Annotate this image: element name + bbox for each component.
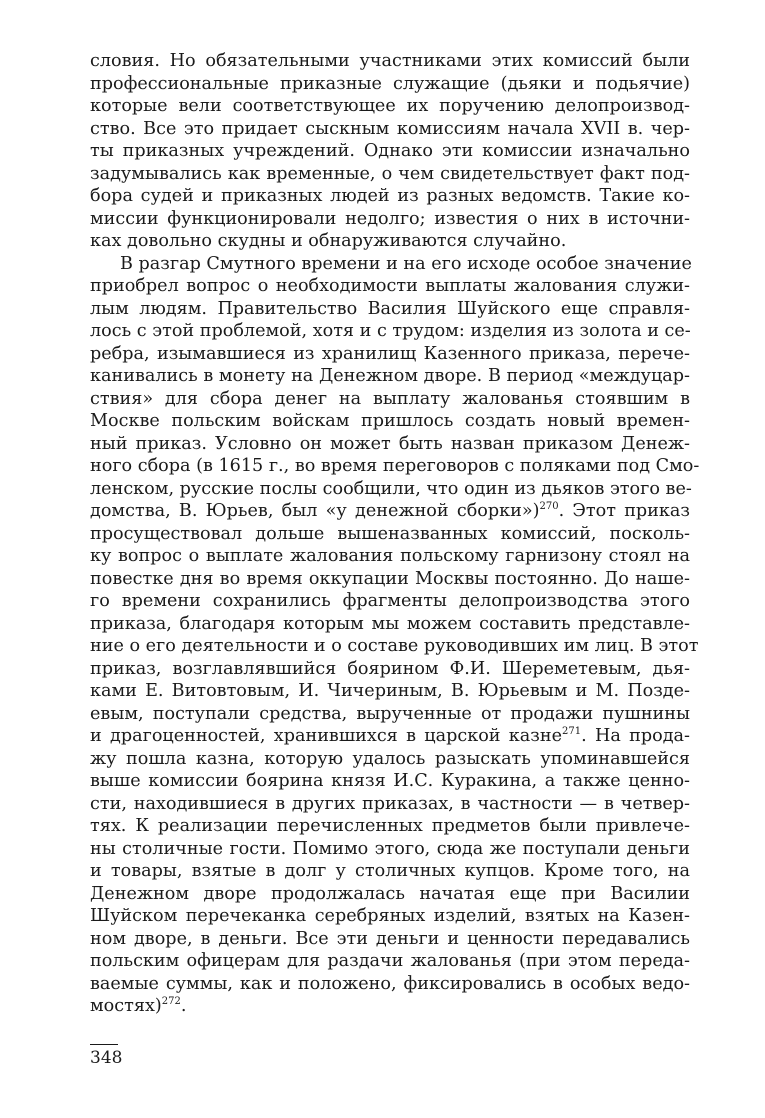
text-line: Москве польским войскам пришлось создать новый времен- [90, 411, 690, 431]
text-line: выше комиссии боярина князя И.С. Куракина, а также ценно- [90, 771, 690, 791]
text-line-with-footnote [90, 500, 690, 523]
text-line-with-footnote [90, 995, 690, 1018]
text-line: задумывались как временные, о чем свидетельствует факт под- [90, 163, 690, 184]
text-line: канивались в монету на Денежном дворе. В период «междуцар- [90, 366, 690, 386]
text-line: Шуйском перечеканка серебряных изделий, взятых на Казен- [90, 906, 690, 926]
page-number: 348 [90, 1048, 123, 1068]
text-line: повестке дня во время оккупации Москвы постоянно. До наше- [90, 568, 690, 589]
text-line: приказа, благодаря которым мы можем составить представле- [90, 613, 690, 634]
text-line: ного сбора (в 1615 г., во время переговоров с поляками под Смо- [90, 456, 700, 476]
text-line: сти, находившиеся в других приказах, в частности — в четвер- [90, 793, 690, 814]
text-segment: . Этот приказ [558, 501, 690, 521]
text-line: лось с этой проблемой, хотя и с трудом: изделия из золота и се- [90, 321, 691, 341]
footer-rule [90, 1044, 118, 1045]
text-line: ках довольно скудны и обнаруживаются случайно. [90, 231, 567, 251]
text-line: ном дворе, в деньги. Все эти деньги и ценности передавались [90, 928, 690, 949]
text-line: Денежном дворе продолжалась начатая еще при Василии [90, 883, 690, 904]
text-line: приказ, возглавлявшийся боярином Ф.И. Шереметевым, дья- [90, 658, 690, 679]
text-line: бора судей и приказных людей из разных ведомств. Такие ко- [90, 186, 690, 206]
text-segment: и драгоценностей, хранившихся в царской казне [90, 726, 563, 746]
text-line: ты приказных учреждений. Однако эти комиссии изначально [90, 141, 690, 161]
text-line: ками Е. Витовтовым, И. Чичериным, В. Юрьевым и М. Позде- [90, 681, 690, 701]
text-line: просуществовал дольше вышеназванных комиссий, посколь- [90, 523, 690, 544]
paragraph-1 [90, 50, 690, 253]
text-line: и товары, взятые в долг у столичных купцов. Кроме того, на [90, 861, 690, 881]
paragraph-2 [90, 253, 700, 1018]
text-segment: домства, В. Юрьев, был «у денежной сборки») [90, 501, 540, 521]
text-segment: мостях) [90, 996, 162, 1016]
text-line: евым, поступали средства, вырученные от продажи пушнины [90, 703, 690, 724]
text-line: польским офицерам для раздачи жалованья (при этом переда- [90, 951, 690, 971]
footnote-ref-272: 272 [161, 996, 181, 1008]
text-line: миссии функционировали недолго; известия о них в источни- [90, 208, 690, 229]
text-segment: . На прода- [581, 726, 690, 746]
text-line: лым людям. Правительство Василия Шуйского еще справля- [90, 298, 690, 319]
text-line: приобрел вопрос о необходимости выплаты жалования служи- [90, 276, 690, 296]
text-segment: . [180, 996, 187, 1016]
text-line: ние о его деятельности и о составе руководивших им лиц. В этот [90, 636, 699, 656]
text-line: ный приказ. Условно он может быть назван приказом Денеж- [90, 433, 690, 454]
text-line: словия. Но обязательными участниками этих комиссий были [90, 51, 690, 71]
text-line: ство. Все это придает сыскным комиссиям начала XVII в. чер- [90, 118, 690, 139]
text-line: ребра, изымавшиеся из хранилищ Казенного приказа, перече- [90, 343, 690, 364]
text-line: тях. К реализации перечисленных предметов были привлече- [90, 816, 690, 836]
text-line: ку вопрос о выплате жалования польскому гарнизону стоял на [90, 546, 690, 566]
text-line-with-footnote [90, 725, 690, 748]
text-line: ваемые суммы, как и положено, фиксировались в особых ведо- [90, 973, 690, 994]
footnote-ref-270: 270 [539, 501, 559, 513]
text-line: жу пошла казна, которую удалось разыскать упоминавшейся [90, 748, 690, 769]
text-line: ствия» для сбора денег на выплату жалованья стоявшим в [90, 388, 690, 409]
text-line: которые вели соответствующее их поручению делопроизвод- [90, 96, 690, 116]
text-line: В разгар Смутного времени и на его исходе особое значение [120, 253, 692, 274]
text-line: профессиональные приказные служащие (дьяки и подьячие) [90, 73, 690, 94]
page-body [90, 50, 700, 1018]
footnote-ref-271: 271 [562, 726, 582, 738]
text-line: ленском, русские послы сообщили, что один из дьяков этого ве- [90, 478, 692, 499]
text-line: го времени сохранились фрагменты делопроизводства этого [90, 591, 690, 611]
text-line: ны столичные гости. Помимо этого, сюда же поступали деньги [90, 838, 690, 859]
